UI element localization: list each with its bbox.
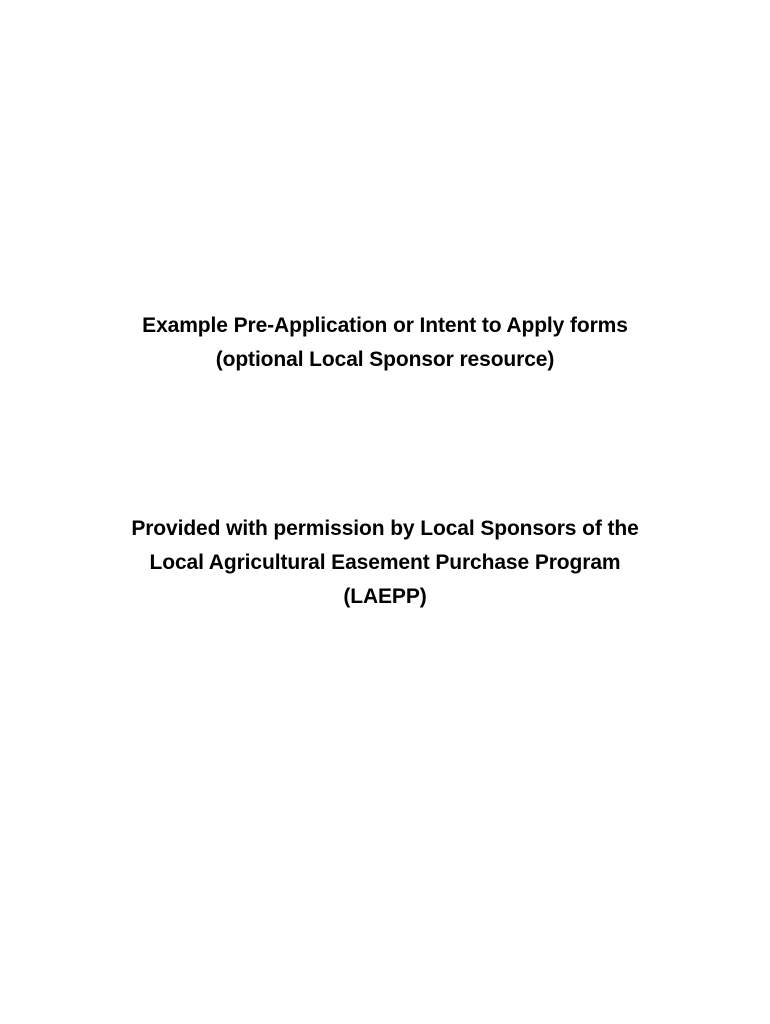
document-title <box>0 309 770 377</box>
permission-line-2: Local Agricultural Easement Purchase Program <box>149 551 621 574</box>
title-line-2: (optional Local Sponsor resource) <box>215 348 555 371</box>
title-line-1: Example Pre-Application or Intent to Apply forms <box>142 314 628 337</box>
permission-statement <box>0 512 770 614</box>
permission-line-1: Provided with permission by Local Sponsors of the <box>131 517 639 540</box>
permission-line-3: (LAEPP) <box>343 585 427 608</box>
